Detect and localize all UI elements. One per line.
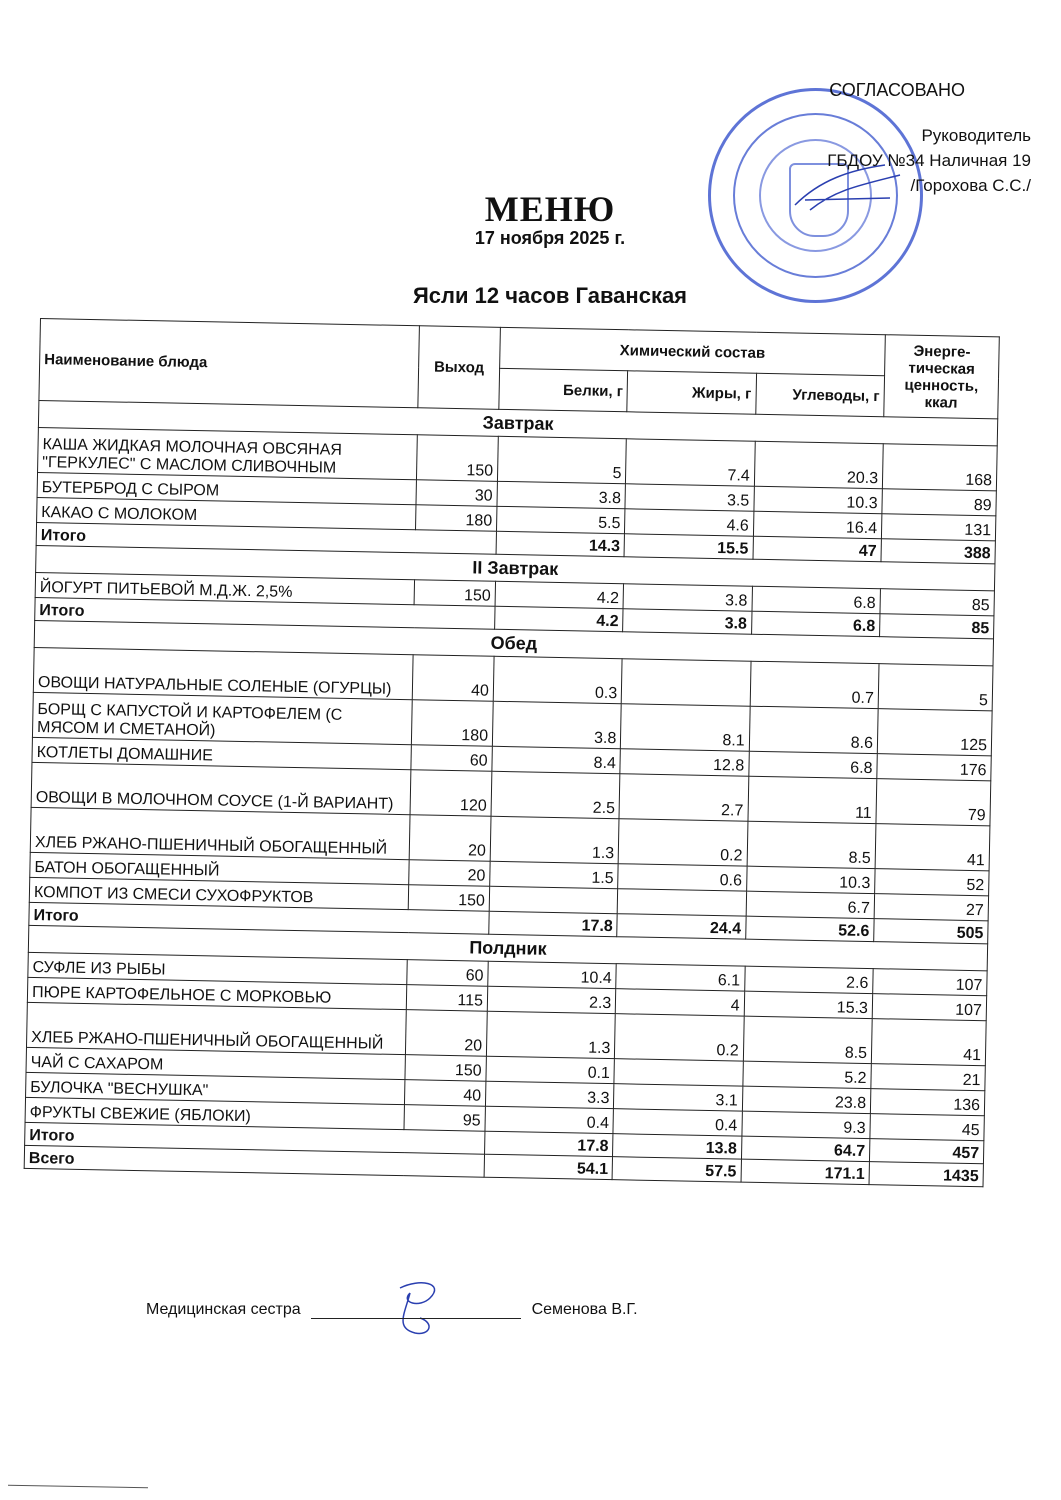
dish-protein: 3.8 — [497, 481, 626, 508]
total-label: Итого — [35, 597, 495, 629]
total-fat: 15.5 — [624, 534, 753, 559]
dish-output: 95 — [404, 1105, 485, 1132]
dish-protein: 4.2 — [495, 581, 624, 608]
dish-fat: 3.1 — [614, 1084, 743, 1111]
dish-output: 20 — [409, 815, 491, 862]
menu-date: 17 ноября 2025 г. — [474, 228, 626, 248]
dish-name: КОТЛЕТЫ ДОМАШНИЕ — [32, 737, 411, 769]
dish-name: БАТОН ОБОГАЩЕННЫЙ — [30, 852, 409, 884]
header-energy: Энерге-тическая ценность, ккал — [884, 335, 1000, 419]
dish-carbs: 10.3 — [754, 486, 883, 513]
header-chemical-composition: Химический состав — [500, 327, 886, 375]
dish-output: 180 — [411, 700, 493, 747]
dish-fat: 3.8 — [623, 584, 752, 611]
approval-block — [827, 78, 1031, 198]
total-carbs: 47 — [753, 536, 882, 561]
dish-protein: 0.4 — [485, 1106, 614, 1133]
dish-fat: 0.4 — [613, 1109, 742, 1136]
dish-fat: 0.6 — [618, 864, 747, 891]
approval-role: Руководитель — [921, 126, 1031, 145]
dish-output: 150 — [408, 885, 489, 912]
dish-protein: 3.3 — [485, 1081, 614, 1108]
dish-name: ПЮРЕ КАРТОФЕЛЬНОЕ С МОРКОВЬЮ — [27, 977, 406, 1009]
total-fat: 3.8 — [623, 609, 752, 634]
menu-table — [24, 318, 1000, 1187]
dish-kcal: 125 — [877, 709, 992, 756]
dish-kcal: 136 — [870, 1089, 984, 1116]
dish-carbs: 2.6 — [744, 966, 873, 993]
dish-fat: 7.4 — [626, 439, 755, 486]
dish-output: 115 — [406, 985, 487, 1012]
dish-protein — [489, 886, 618, 913]
approval-heading: СОГЛАСОВАНО — [829, 80, 965, 100]
dish-output: 30 — [416, 480, 497, 507]
signature-line — [311, 1300, 521, 1319]
dish-protein: 8.4 — [492, 746, 621, 773]
dish-fat: 12.8 — [620, 749, 749, 776]
dish-output: 150 — [414, 580, 495, 607]
dish-fat: 6.1 — [616, 964, 745, 991]
total-protein: 4.2 — [495, 606, 624, 631]
section-title: II Завтрак — [36, 545, 995, 590]
dish-output: 20 — [405, 1010, 487, 1057]
total-label: Итого — [25, 1122, 485, 1154]
dish-kcal: 168 — [882, 444, 997, 491]
dish-protein: 1.3 — [490, 816, 619, 863]
total-carbs: 6.8 — [751, 611, 880, 636]
total-kcal: 388 — [881, 539, 995, 564]
dish-carbs: 8.5 — [747, 821, 876, 868]
dish-fat: 0.2 — [618, 819, 747, 866]
header-protein: Белки, г — [499, 368, 628, 411]
grand-total-fat: 57.5 — [612, 1157, 741, 1182]
dish-name: ФРУКТЫ СВЕЖИЕ (ЯБЛОКИ) — [25, 1097, 404, 1129]
dish-kcal: 131 — [881, 514, 995, 541]
dish-fat — [617, 889, 746, 916]
dish-name: ЧАЙ С САХАРОМ — [26, 1047, 405, 1079]
header-output: Выход — [418, 326, 501, 410]
total-kcal: 505 — [874, 919, 988, 944]
dish-protein: 2.3 — [487, 986, 616, 1013]
total-protein: 14.3 — [496, 531, 625, 556]
section-title: Завтрак — [38, 400, 997, 445]
total-kcal: 85 — [880, 614, 994, 639]
dish-protein: 1.5 — [490, 861, 619, 888]
total-label: Итого — [36, 522, 496, 554]
footer-name: Семенова В.Г. — [531, 1301, 638, 1318]
dish-output: 40 — [412, 655, 494, 702]
dish-name: ЙОГУРТ ПИТЬЕВОЙ М.Д.Ж. 2,5% — [35, 572, 414, 604]
dish-name: ОВОЩИ НАТУРАЛЬНЫЕ СОЛЕНЫЕ (ОГУРЦЫ) — [33, 647, 413, 699]
dish-fat: 2.7 — [619, 774, 748, 821]
section-title: Обед — [34, 620, 993, 665]
dish-kcal: 89 — [882, 489, 996, 516]
approval-name: /Горохова С.С./ — [910, 176, 1031, 195]
dish-kcal: 41 — [871, 1019, 986, 1066]
dish-protein: 1.3 — [486, 1011, 615, 1058]
dish-fat — [622, 659, 751, 706]
dish-output: 120 — [410, 770, 492, 817]
dish-carbs: 11 — [748, 776, 877, 823]
dish-carbs: 8.5 — [743, 1016, 872, 1063]
dish-carbs: 8.6 — [749, 706, 878, 753]
dish-carbs: 9.3 — [742, 1111, 871, 1138]
dish-carbs: 15.3 — [744, 991, 873, 1018]
grand-total-kcal: 1435 — [869, 1162, 983, 1187]
dish-output: 60 — [407, 960, 488, 987]
dish-fat: 0.2 — [615, 1014, 744, 1061]
total-protein: 17.8 — [489, 911, 618, 936]
dish-kcal: 107 — [873, 969, 987, 996]
dish-name: ХЛЕБ РЖАНО-ПШЕНИЧНЫЙ ОБОГАЩЕННЫЙ — [30, 807, 410, 859]
dish-protein: 3.8 — [492, 701, 621, 748]
dish-carbs: 16.4 — [753, 511, 882, 538]
dish-name: КАША ЖИДКАЯ МОЛОЧНАЯ ОВСЯНАЯ "ГЕРКУЛЕС" С МАСЛОМ СЛИВОЧНЫМ — [38, 427, 418, 479]
grand-total-protein: 54.1 — [484, 1154, 613, 1179]
menu-table-wrapper — [24, 318, 1025, 1188]
dish-name: КАКАО С МОЛОКОМ — [37, 497, 416, 529]
approval-organization: ГБДОУ №34 Наличная 19 — [827, 151, 1031, 170]
dish-carbs: 10.3 — [746, 866, 875, 893]
dish-kcal: 41 — [875, 824, 990, 871]
dish-kcal: 5 — [878, 664, 993, 711]
dish-protein: 0.3 — [493, 656, 622, 703]
dish-fat: 3.5 — [625, 484, 754, 511]
dish-fat — [614, 1059, 743, 1086]
dish-fat: 4.6 — [625, 509, 754, 536]
dish-carbs: 6.7 — [746, 891, 875, 918]
total-carbs: 64.7 — [741, 1136, 870, 1161]
total-carbs: 52.6 — [745, 916, 874, 941]
total-protein: 17.8 — [485, 1131, 614, 1156]
dish-protein: 10.4 — [488, 961, 617, 988]
dish-kcal: 21 — [871, 1064, 985, 1091]
dish-output: 20 — [409, 860, 490, 887]
dish-protein: 2.5 — [491, 771, 620, 818]
dish-kcal: 85 — [880, 589, 994, 616]
total-fat: 24.4 — [617, 914, 746, 939]
grand-total-carbs: 171.1 — [741, 1159, 870, 1184]
dish-protein: 5.5 — [496, 506, 625, 533]
dish-output: 40 — [404, 1080, 485, 1107]
dish-name: БУТЕРБРОД С СЫРОМ — [37, 472, 416, 504]
group-name: Ясли 12 часов Гаванская — [412, 283, 688, 308]
dish-protein: 5 — [497, 436, 626, 483]
dish-output: 60 — [411, 745, 492, 772]
grand-total-label: Всего — [24, 1145, 484, 1177]
footer-role: Медицинская сестра — [146, 1301, 301, 1318]
total-label: Итого — [29, 902, 489, 934]
total-kcal: 457 — [869, 1139, 983, 1164]
dish-carbs: 20.3 — [754, 441, 883, 488]
header-dish-name: Наименование блюда — [39, 319, 420, 408]
dish-kcal: 79 — [876, 779, 991, 826]
dish-name: БУЛОЧКА "ВЕСНУШКА" — [26, 1072, 405, 1104]
dish-carbs: 5.2 — [743, 1061, 872, 1088]
section-title: Полдник — [28, 925, 987, 970]
dish-output: 180 — [416, 505, 497, 532]
dish-carbs: 23.8 — [742, 1086, 871, 1113]
dish-carbs: 0.7 — [750, 661, 879, 708]
total-fat: 13.8 — [613, 1134, 742, 1159]
dish-kcal: 107 — [872, 994, 986, 1021]
dish-output: 150 — [416, 435, 498, 482]
dish-kcal: 176 — [877, 754, 991, 781]
dish-protein: 0.1 — [486, 1056, 615, 1083]
dish-carbs: 6.8 — [752, 586, 881, 613]
footer-signature-block — [146, 1300, 638, 1319]
dish-name: ОВОЩИ В МОЛОЧНОМ СОУСЕ (1-Й ВАРИАНТ) — [31, 762, 411, 814]
dish-fat: 4 — [616, 989, 745, 1016]
dish-output: 150 — [405, 1055, 486, 1082]
dish-carbs: 6.8 — [748, 751, 877, 778]
dish-kcal: 45 — [870, 1114, 984, 1141]
header-carbs: Углеводы, г — [755, 373, 884, 416]
page-title: МЕНЮ — [484, 189, 616, 229]
menu-table-body — [24, 400, 998, 1186]
dish-name: БОРЩ С КАПУСТОЙ И КАРТОФЕЛЕМ (С МЯСОМ И СМЕТАНОЙ) — [32, 692, 412, 744]
dish-name: СУФЛЕ ИЗ РЫБЫ — [28, 952, 407, 984]
dish-kcal: 27 — [874, 894, 988, 921]
dish-name: КОМПОТ ИЗ СМЕСИ СУХОФРУКТОВ — [29, 877, 408, 909]
dish-name: ХЛЕБ РЖАНО-ПШЕНИЧНЫЙ ОБОГАЩЕННЫЙ — [26, 1002, 406, 1054]
header-fat: Жиры, г — [627, 371, 756, 414]
scan-artifact-line — [8, 1485, 148, 1488]
dish-kcal: 52 — [875, 869, 989, 896]
dish-fat: 8.1 — [621, 704, 750, 751]
